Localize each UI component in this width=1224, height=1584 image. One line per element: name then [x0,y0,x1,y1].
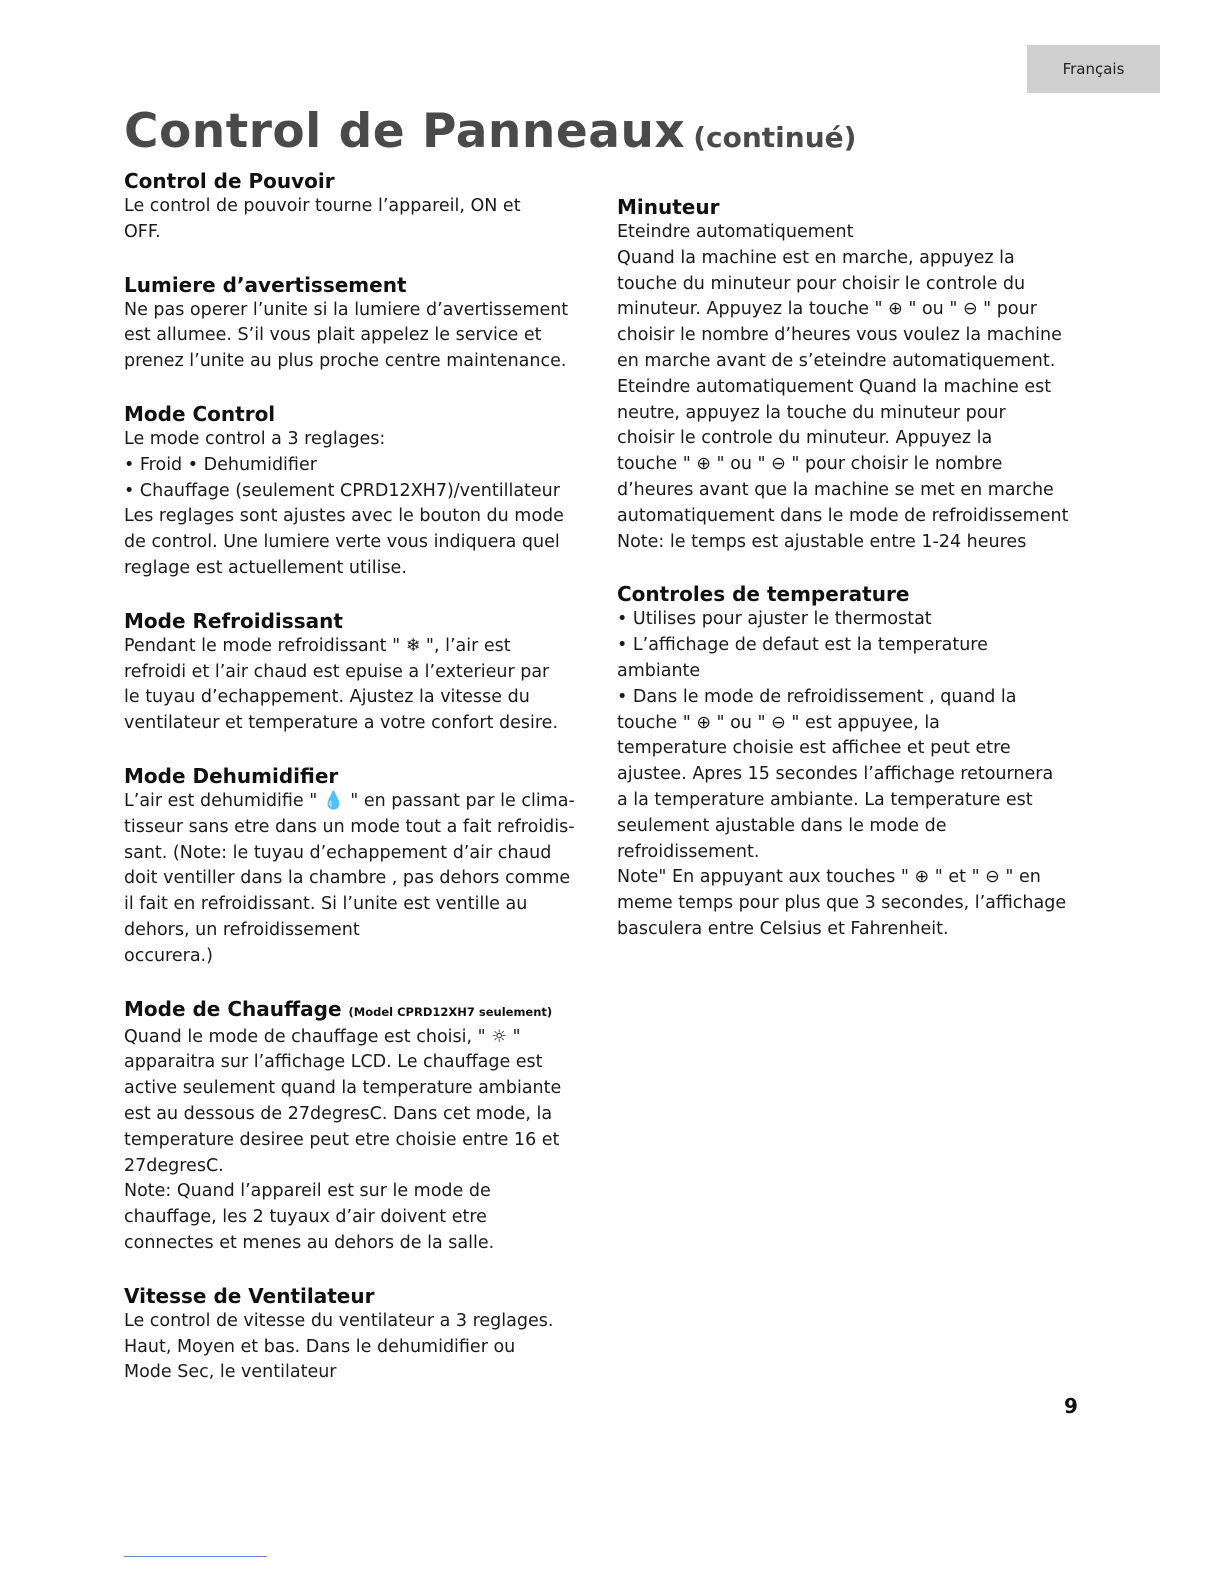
text-line: Haut, Moyen et bas. Dans le dehumidifier ou [124,1336,516,1357]
text-line: Quand le mode de chauffage est choisi, " ☼ " [124,1026,521,1047]
text-line: Le mode control a 3 reglages: [124,428,386,449]
section-heading [124,763,604,789]
section-heading-text: Mode Refroidissant [124,608,343,633]
right-column [617,194,1097,969]
text-line: touche " ⊕ " ou " ⊖ " est appuyee, la [617,712,940,733]
text-line: refroidissement. [617,841,760,862]
section-mode-de-chauffage [124,996,604,1257]
language-tab: Français [1027,45,1160,93]
section-heading-text: Mode de Chauffage [124,996,342,1021]
text-line: basculera entre Celsius et Fahrenheit. [617,918,949,939]
text-line: Quand la machine est en marche, appuyez la [617,247,1015,268]
section-heading-text: Control de Pouvoir [124,169,335,193]
section-mode-refroidissant [124,608,604,737]
section-heading-text: Lumiere d’avertissement [124,272,407,297]
text-line: Ne pas operer l’unite si la lumiere d’avertissement [124,299,569,320]
text-line: est au dessous de 27degresC. Dans cet mode, la [124,1103,553,1124]
text-line: neutre, appuyez la touche du minuteur pour [617,402,1006,423]
section-heading [124,401,604,427]
text-line: Pendant le mode refroidissant " ❄ ", l’air est [124,635,511,656]
text-line: • Dans le mode de refroidissement , quand la [617,686,1017,707]
text-line: Les reglages sont ajustes avec le bouton du mode [124,506,564,527]
text-line: dehors, un refroidissement [124,919,360,940]
section-heading [124,1283,604,1309]
text-line: choisir le nombre d’heures vous voulez la machine [617,325,1062,346]
text-line: occurera.) [124,945,213,966]
text-line: en marche avant de s’eteindre automatiquement. [617,350,1056,371]
text-line: meme temps pour plus que 3 secondes, l’affichage [617,893,1067,914]
text-line: L’air est dehumidifie " 💧 " en passant par le clima- [124,790,575,811]
section-heading-note: (Model CPRD12XH7 seulement) [348,1004,553,1019]
text-line: refroidi et l’air chaud est epuise a l’exterieur par [124,661,550,682]
text-line: Eteindre automatiquement Quand la machine est [617,376,1052,397]
text-line: connectes et menes au dehors de la salle. [124,1232,495,1253]
section-heading [124,608,604,634]
footer-rule [124,1556,267,1557]
text-line: a la temperature ambiante. La temperature est [617,789,1033,810]
section-minuteur [617,194,1097,555]
text-line: touche " ⊕ " ou " ⊖ " pour choisir le nombre [617,454,1003,475]
text-line: Eteindre automatiquement [617,222,854,242]
text-line: • Froid • Dehumidifier [124,454,317,475]
text-line: temperature choisie est affichee et peut etre [617,738,1011,759]
text-line: temperature desiree peut etre choisie entre 16 et [124,1129,560,1150]
section-heading [617,581,1097,607]
text-line: ventilateur et temperature a votre confort desire. [124,713,559,734]
section-heading-text: Mode Dehumidifier [124,763,339,788]
text-line: ambiante [617,660,701,681]
section-heading [617,194,1097,220]
text-line: 27degresC. [124,1155,224,1176]
text-line: OFF. [124,221,161,242]
section-heading [124,168,604,194]
text-line: chauffage, les 2 tuyaux d’air doivent etre [124,1207,487,1228]
text-line: le tuyau d’echappement. Ajustez la vitesse du [124,687,530,708]
text-line: est allumee. S’il vous plait appelez le service et [124,325,542,346]
text-line: • L’affichage de defaut est la temperature [617,635,988,656]
text-line: active seulement quand la temperature ambiante [124,1078,562,1099]
section-heading-text: Mode Control [124,401,276,426]
section-lumiere-d-avertissement [124,272,604,375]
text-line: Le control de pouvoir tourne l’appareil, ON et [124,196,521,216]
text-line: Note: le temps est ajustable entre 1-24 heures [617,531,1027,552]
text-line: touche du minuteur pour choisir le controle du [617,273,1026,294]
text-line: Note" En appuyant aux touches " ⊕ " et " ⊖ " en [617,867,1041,888]
text-line: Mode Sec, le ventilateur [124,1362,337,1383]
text-line: d’heures avant que la machine se met en marche [617,479,1054,500]
text-line: doit ventiller dans la chambre , pas dehors comme [124,868,571,889]
section-mode-control [124,401,604,582]
text-line: tisseur sans etre dans un mode tout a fait refroidis- [124,816,575,837]
text-line: il fait en refroidissant. Si l’unite est ventille au [124,894,528,915]
page-number: 9 [1064,1394,1078,1418]
section-controles-de-temperature [617,581,1097,942]
page-title [124,104,856,159]
text-line: prenez l’unite au plus proche centre maintenance. [124,351,567,372]
left-column [124,168,604,1412]
text-line: • Utilises pour ajuster le thermostat [617,609,932,630]
section-heading [124,272,604,298]
section-heading-text: Vitesse de Ventilateur [124,1283,375,1308]
text-line: reglage est actuellement utilise. [124,557,407,578]
text-line: minuteur. Appuyez la touche " ⊕ " ou " ⊖ " pour [617,299,1037,320]
section-vitesse-de-ventilateur [124,1283,604,1386]
text-line: automatiquement dans le mode de refroidissement [617,505,1069,526]
text-line: Note: Quand l’appareil est sur le mode de [124,1181,491,1202]
text-line: de control. Une lumiere verte vous indiquera quel [124,532,560,553]
text-line: sant. (Note: le tuyau d’echappement d’air chaud [124,842,552,863]
text-line: seulement ajustable dans le mode de [617,815,947,836]
section-heading-text: Controles de temperature [617,582,910,607]
text-line: Le control de vitesse du ventilateur a 3 reglages. [124,1310,554,1331]
section-heading-text: Minuteur [617,195,720,219]
text-line: choisir le controle du minuteur. Appuyez la [617,428,993,449]
page-title-main: Control de Panneaux [124,104,686,159]
section-heading [124,996,604,1025]
section-mode-dehumidifier [124,763,604,970]
text-line: ajustee. Apres 15 secondes l’affichage retournera [617,764,1054,785]
page-title-sub: (continué) [693,121,857,154]
section-control-de-pouvoir [124,168,604,246]
text-line: • Chauffage (seulement CPRD12XH7)/ventillateur [124,480,560,501]
text-line: apparaitra sur l’affichage LCD. Le chauffage est [124,1052,543,1073]
